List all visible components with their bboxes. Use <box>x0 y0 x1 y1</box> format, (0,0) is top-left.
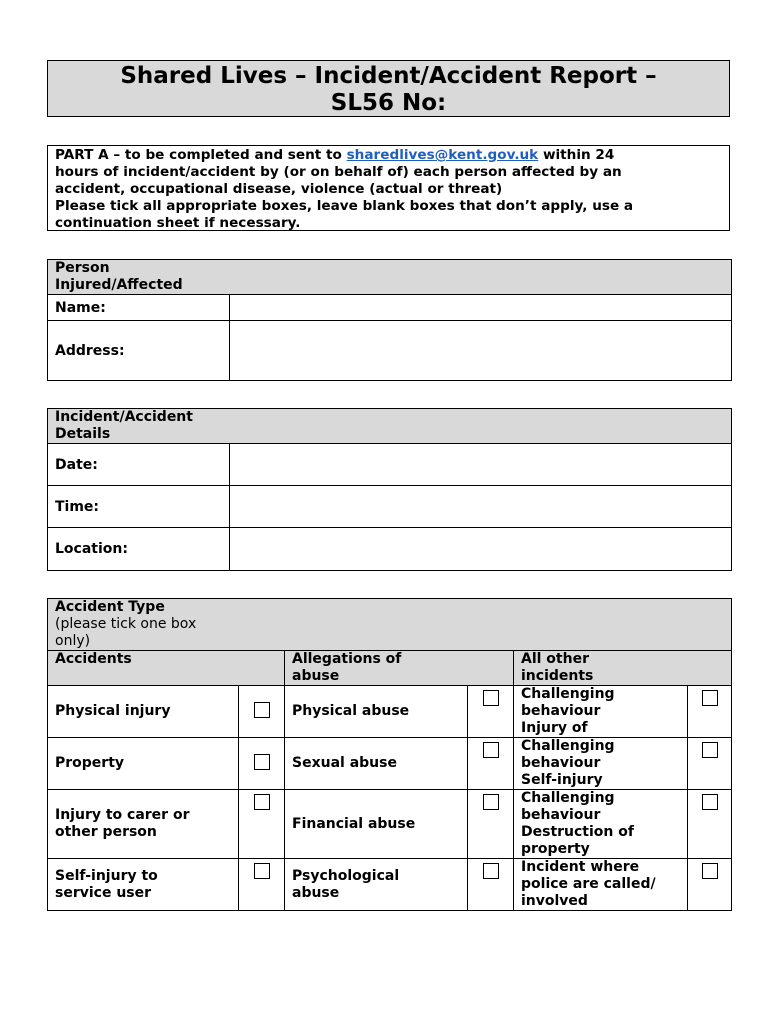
page-title <box>47 60 730 117</box>
address-label: Address: <box>48 321 230 381</box>
address-field[interactable] <box>230 321 732 381</box>
injury-to-carer-checkbox[interactable] <box>254 794 270 810</box>
time-label: Time: <box>48 486 230 528</box>
title-line-1: Shared Lives – Incident/Accident Report – <box>120 63 657 89</box>
person-header <box>48 260 732 295</box>
table-row <box>48 686 732 738</box>
part-a-line-1-post: within 24 <box>538 147 615 163</box>
table-row <box>48 859 732 911</box>
challenging-behaviour-destruction-checkbox[interactable] <box>702 794 718 810</box>
other-label: Challenging behaviour Injury of <box>514 686 688 738</box>
name-field[interactable] <box>230 295 732 321</box>
part-a-line-1-pre: PART A – to be completed and sent to <box>55 147 347 163</box>
abuse-column-header <box>285 651 514 686</box>
abuse-label: Financial abuse <box>285 790 468 859</box>
person-header-line-1: Person <box>55 260 110 276</box>
accident-type-header <box>48 599 732 651</box>
other-header-line-1: All other <box>521 651 589 667</box>
abuse-label: Sexual abuse <box>285 738 468 790</box>
other-header-line-2: incidents <box>521 668 594 684</box>
date-label: Date: <box>48 444 230 486</box>
accident-label: Injury to carer or other person <box>48 790 239 859</box>
other-label: Incident where police are called/ involved <box>514 859 688 911</box>
accidents-header-text: Accidents <box>55 651 132 667</box>
location-label: Location: <box>48 528 230 571</box>
police-involved-checkbox[interactable] <box>702 863 718 879</box>
incident-header-line-1: Incident/Accident <box>55 409 193 425</box>
accident-type-instruction-1: (please tick one box <box>55 616 197 632</box>
accident-type-table <box>47 598 732 911</box>
other-label: Challenging behaviour Self-injury <box>514 738 688 790</box>
part-a-instructions <box>47 145 730 231</box>
person-table <box>47 259 732 381</box>
table-row <box>48 738 732 790</box>
abuse-header-line-2: abuse <box>292 668 340 684</box>
title-line-2: SL56 No: <box>330 90 447 116</box>
accident-type-instruction-2: only) <box>55 633 91 649</box>
date-field[interactable] <box>230 444 732 486</box>
physical-injury-checkbox[interactable] <box>254 702 270 718</box>
other-column-header <box>514 651 732 686</box>
other-label: Challenging behaviour Destruction of property <box>514 790 688 859</box>
accident-type-title: Accident Type <box>55 599 165 615</box>
self-injury-checkbox[interactable] <box>254 863 270 879</box>
time-field[interactable] <box>230 486 732 528</box>
email-link[interactable]: sharedlives@kent.gov.uk <box>346 147 539 163</box>
accident-label: Property <box>48 738 239 790</box>
name-label: Name: <box>48 295 230 321</box>
part-a-line-2: hours of incident/accident by (or on behalf of) each person affected by an <box>55 164 622 180</box>
location-field[interactable] <box>230 528 732 571</box>
accident-label: Physical injury <box>48 686 239 738</box>
challenging-behaviour-injury-checkbox[interactable] <box>702 690 718 706</box>
sexual-abuse-checkbox[interactable] <box>483 742 499 758</box>
person-header-line-2: Injured/Affected <box>55 277 183 293</box>
abuse-label: Physical abuse <box>285 686 468 738</box>
physical-abuse-checkbox[interactable] <box>483 690 499 706</box>
table-row <box>48 790 732 859</box>
accidents-column-header <box>48 651 285 686</box>
part-a-line-4: Please tick all appropriate boxes, leave blank boxes that don’t apply, use a <box>55 198 634 214</box>
incident-table <box>47 408 732 571</box>
part-a-line-3: accident, occupational disease, violence (actual or threat) <box>55 181 503 197</box>
financial-abuse-checkbox[interactable] <box>483 794 499 810</box>
incident-header-line-2: Details <box>55 426 111 442</box>
incident-header <box>48 409 732 444</box>
psychological-abuse-checkbox[interactable] <box>483 863 499 879</box>
abuse-header-line-1: Allegations of <box>292 651 402 667</box>
property-checkbox[interactable] <box>254 754 270 770</box>
challenging-behaviour-self-injury-checkbox[interactable] <box>702 742 718 758</box>
accident-label: Self-injury to service user <box>48 859 239 911</box>
part-a-line-5: continuation sheet if necessary. <box>55 215 301 231</box>
abuse-label: Psychological abuse <box>285 859 468 911</box>
